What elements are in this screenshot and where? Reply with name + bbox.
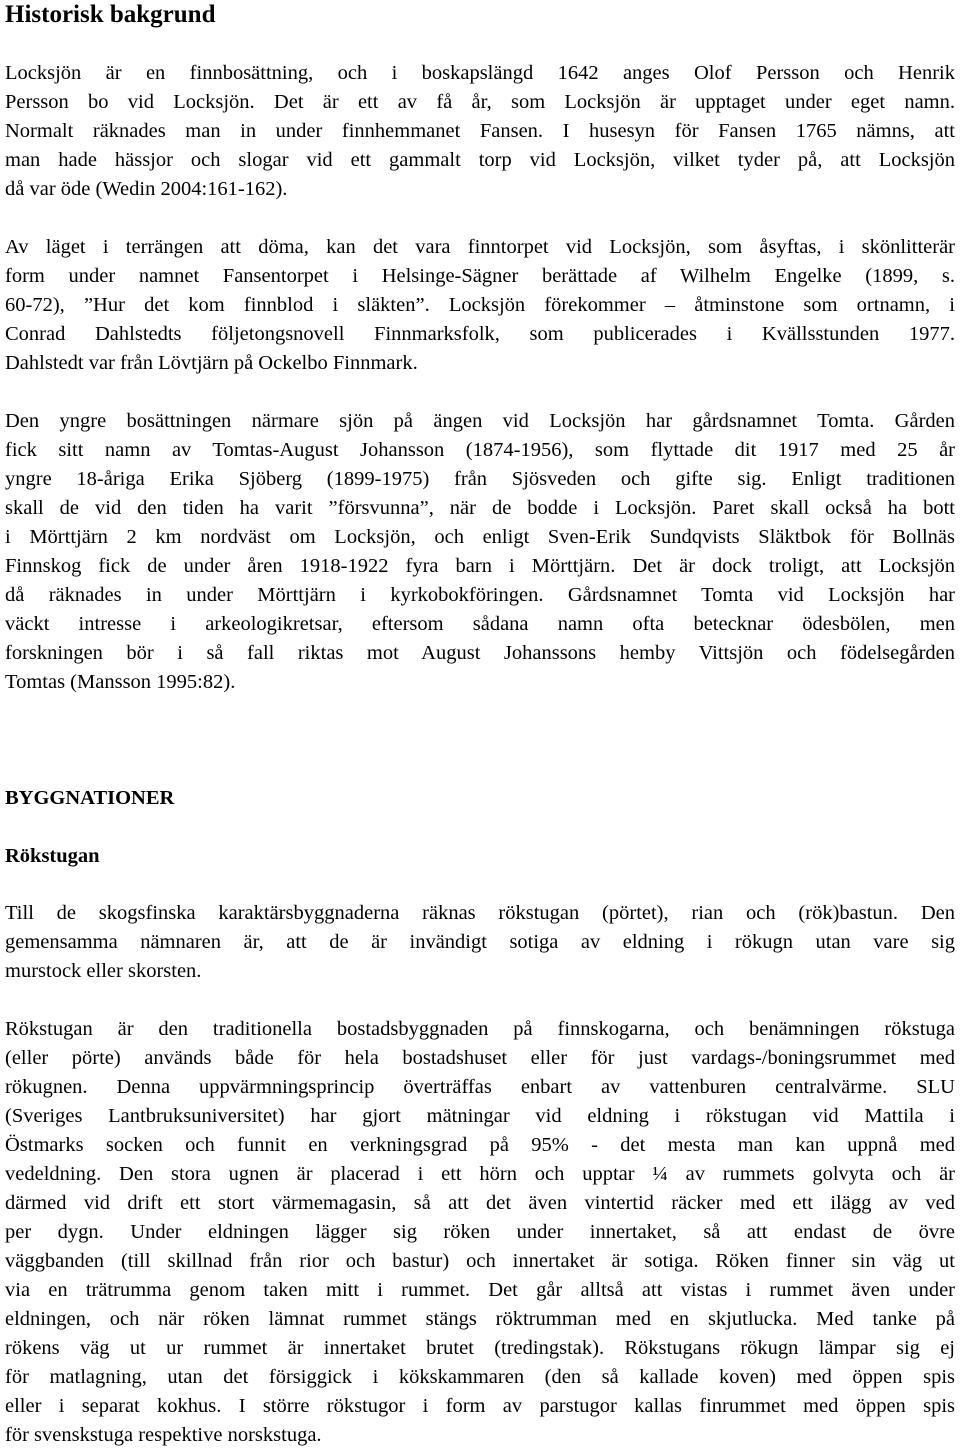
- text-line: eller i separat kokhus. I större rökstugor i form av parstugor kallas finrummet med öppen spis: [5, 1395, 955, 1417]
- text-line: form under namnet Fansentorpet i Helsinge-Sägner berättade af Wilhelm Engelke (1899, s.: [5, 265, 955, 287]
- text-line: Conrad Dahlstedts följetongsnovell Finnmarksfolk, som publicerades i Kvällsstunden 1977.: [5, 323, 955, 345]
- text-line: för matlagning, utan det försiggick i kökskammaren (den så kallade koven) med öppen spis: [5, 1366, 955, 1388]
- text-line: i Mörttjärn 2 km nordväst om Locksjön, och enligt Sven-Erik Sundqvists Släktbok för Bollnäs: [5, 526, 955, 548]
- text-line: Locksjön är en finnbosättning, och i boskapslängd 1642 anges Olof Persson och Henrik: [5, 62, 955, 84]
- text-line: per dygn. Under eldningen lägger sig röken under innertaket, så att endast de övre: [5, 1221, 955, 1243]
- text-line: forskningen bör i så fall riktas mot August Johanssons hemby Vittsjön och födelsegården: [5, 642, 955, 664]
- text-line: yngre 18-åriga Erika Sjöberg (1899-1975) från Sjösveden och gifte sig. Enligt traditionen: [5, 468, 955, 490]
- sub-heading: Rökstugan: [5, 845, 100, 867]
- text-line: Tomtas (Mansson 1995:82).: [5, 671, 236, 693]
- text-line: skall de vid den tiden ha varit ”försvunna”, när de bodde i Locksjön. Paret skall också ha bott: [5, 497, 955, 519]
- text-line: för svenskstuga respektive norskstuga.: [5, 1424, 322, 1446]
- paragraph-4: [5, 899, 955, 986]
- text-line: Normalt räknades man in under finnhemmanet Fansen. I husesyn för Fansen 1765 nämns, att: [5, 120, 955, 142]
- text-line: Östmarks socken och funnit en verkningsgrad på 95% - det mesta man kan uppnå med: [5, 1134, 955, 1156]
- paragraph-2: [5, 233, 955, 378]
- text-line: Till de skogsfinska karaktärsbyggnaderna räknas rökstugan (pörtet), rian och (rök)bastun. Den: [5, 902, 955, 924]
- text-line: eldningen, och när röken lämnat rummet stängs röktrumman med en skjutlucka. Med tanke på: [5, 1308, 955, 1330]
- text-line: då räknades in under Mörttjärn i kyrkobokföringen. Gårdsnamnet Tomta vid Locksjön har: [5, 584, 955, 606]
- text-line: väggbanden (till skillnad från rior och bastur) och innertaket är sotiga. Röken finner sin väg ut: [5, 1250, 955, 1272]
- text-line: via en trätrumma genom taken mitt i rummet. Det går alltså att vistas i rummet även under: [5, 1279, 955, 1301]
- paragraph-1: [5, 59, 955, 204]
- text-line: Den yngre bosättningen närmare sjön på ängen vid Locksjön har gårdsnamnet Tomta. Gården: [5, 410, 955, 432]
- text-line: (Sveriges Lantbruksuniversitet) har gjort mätningar vid eldning i rökstugan vid Mattila i: [5, 1105, 955, 1127]
- text-line: Dahlstedt var från Lövtjärn på Ockelbo Finnmark.: [5, 352, 418, 374]
- text-line: Persson bo vid Locksjön. Det är ett av få år, som Locksjön är upptaget under eget namn.: [5, 91, 955, 113]
- text-line: Rökstugan är den traditionella bostadsbyggnaden på finnskogarna, och benämningen rökstuga: [5, 1018, 955, 1040]
- paragraph-5: [5, 1015, 955, 1450]
- text-line: väckt intresse i arkeologikretsar, eftersom sådana namn ofta betecknar ödesbölen, men: [5, 613, 955, 635]
- page-title: Historisk bakgrund: [5, 1, 216, 28]
- text-line: (eller pörte) används både för hela bostadshuset eller för just vardags-/boningsrummet med: [5, 1047, 955, 1069]
- text-line: Finnskog fick de under åren 1918-1922 fyra barn i Mörttjärn. Det är dock troligt, att Locksjön: [5, 555, 955, 577]
- paragraph-3: [5, 407, 955, 697]
- text-line: vedeldning. Den stora ugnen är placerad i ett hörn och upptar ¼ av rummets golvyta och är: [5, 1163, 955, 1185]
- text-line: 60-72), ”Hur det kom finnblod i släkten”. Locksjön förekommer – åtminstone som ortnamn, i: [5, 294, 955, 316]
- text-line: murstock eller skorsten.: [5, 960, 202, 982]
- text-line: Av läget i terrängen att döma, kan det vara finntorpet vid Locksjön, som åsyftas, i skönlitterär: [5, 236, 955, 258]
- text-line: rökugnen. Denna uppvärmningsprincip överträffas enbart av vattenburen centralvärme. SLU: [5, 1076, 955, 1098]
- text-line: gemensamma nämnaren är, att de är invändigt sotiga av eldning i rökugn utan vare sig: [5, 931, 955, 953]
- text-line: man hade hässjor och slogar vid ett gammalt torp vid Locksjön, vilket tyder på, att Locksjön: [5, 149, 955, 171]
- text-line: rökens väg ut ur rummet är innertaket brutet (tredingstak). Rökstugans rökugn lämpar sig ej: [5, 1337, 955, 1359]
- text-line: fick sitt namn av Tomtas-August Johansson (1874-1956), som flyttade dit 1917 med 25 år: [5, 439, 955, 461]
- text-line: därmed vid drift ett stort värmemagasin, så att det även vintertid räcker med ett ilägg av ved: [5, 1192, 955, 1214]
- text-line: då var öde (Wedin 2004:161-162).: [5, 178, 288, 200]
- section-heading: BYGGNATIONER: [5, 787, 175, 809]
